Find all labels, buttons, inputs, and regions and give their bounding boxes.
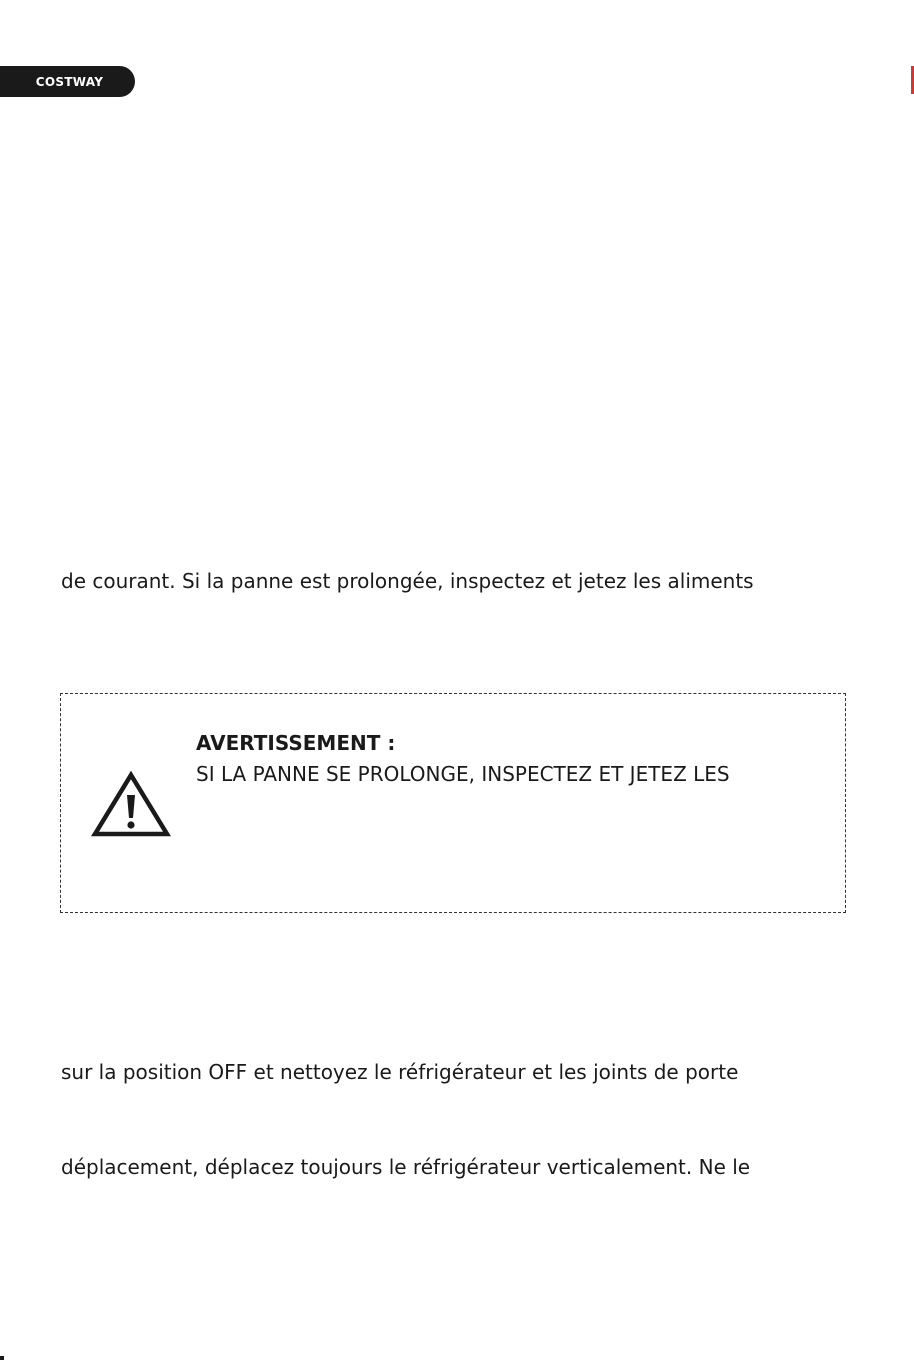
warning-triangle-icon xyxy=(91,770,171,838)
paragraph-line-cleaning: sur la position OFF et nettoyez le réfrigérateur et les joints de porte xyxy=(61,1060,739,1084)
page-corner-mark xyxy=(0,1356,4,1360)
brand-logo-tab xyxy=(0,66,135,97)
brand-logo-text: COSTWAY xyxy=(35,74,104,89)
warning-box xyxy=(60,693,846,913)
warning-title: AVERTISSEMENT : xyxy=(196,731,396,755)
paragraph-line-moving: déplacement, déplacez toujours le réfrigérateur verticalement. Ne le xyxy=(61,1155,751,1179)
warning-text: SI LA PANNE SE PROLONGE, INSPECTEZ ET JETEZ LES xyxy=(196,762,730,786)
paragraph-line-power-outage: de courant. Si la panne est prolongée, inspectez et jetez les aliments xyxy=(61,569,754,593)
